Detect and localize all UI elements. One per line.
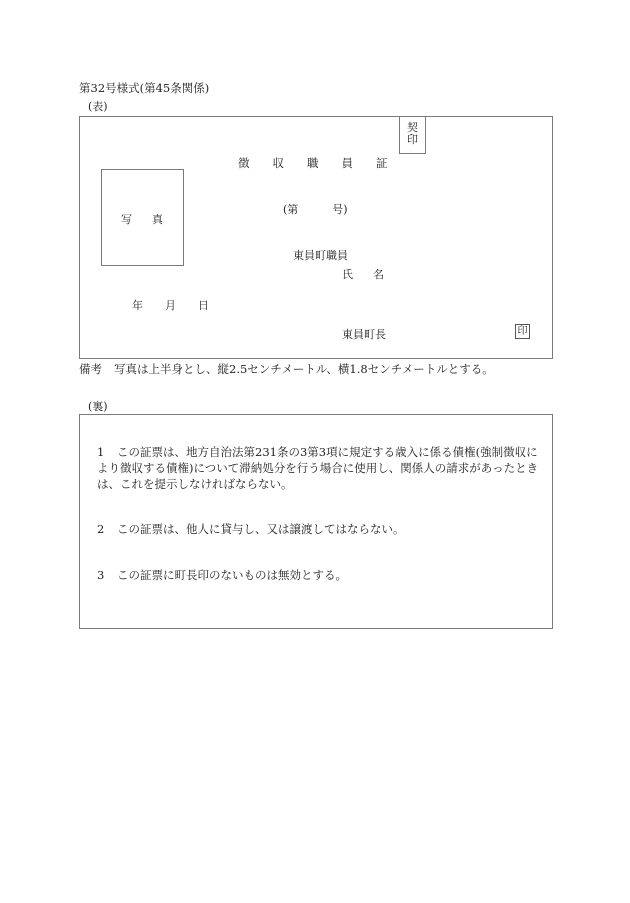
remarks [79, 361, 494, 377]
rule-number: 2 [97, 522, 105, 536]
rule-item [97, 521, 549, 537]
certificate-number [283, 201, 348, 217]
card-heading [238, 155, 411, 171]
issue-date [132, 297, 231, 313]
heading-char: 徴 [238, 156, 250, 170]
seal-icon: 印 [515, 324, 530, 339]
form-title: 第32号様式(第45条関係) [79, 81, 210, 95]
date-day: 日 [198, 299, 209, 312]
rule-text: この証票は、地方自治法第231条の3第3項に規定する歳入に係る債権(強制徴収により徴収する債権)について滞納処分を行う場合に使用し、関係人の請求があったときは、これを提示しなければならない。 [97, 445, 539, 491]
remarks-text: 写真は上半身とし、縦2.5センチメートル、横1.8センチメートルとする。 [114, 362, 494, 376]
keiin-label: 契印 [407, 121, 418, 146]
date-month: 月 [165, 299, 176, 312]
name-char: 氏 [342, 268, 353, 281]
rule-text: この証票は、他人に貸与し、又は譲渡してはならない。 [117, 522, 405, 536]
rule-item [97, 444, 549, 492]
number-close: 号) [332, 203, 348, 216]
rule-number: 1 [97, 445, 105, 459]
heading-char: 収 [272, 156, 284, 170]
photo-char: 写 [121, 213, 132, 226]
back-side-label: (裏) [88, 400, 108, 413]
photo-label [121, 211, 183, 227]
number-open: (第 [283, 203, 299, 216]
heading-char: 職 [307, 156, 319, 170]
name-char: 名 [373, 268, 384, 281]
rule-number: 3 [97, 568, 105, 582]
heading-char: 員 [341, 156, 353, 170]
keiin-box [399, 116, 426, 154]
photo-char: 真 [152, 213, 163, 226]
remarks-label: 備考 [79, 362, 102, 376]
name-field-label [342, 266, 404, 282]
front-side-label: (表) [88, 100, 108, 113]
issuer: 東員町長 [342, 328, 386, 341]
heading-char: 証 [376, 156, 388, 170]
organization: 東員町職員 [293, 249, 348, 262]
date-year: 年 [132, 299, 143, 312]
rule-item [97, 567, 549, 583]
rule-text: この証票に町長印のないものは無効とする。 [117, 568, 347, 582]
